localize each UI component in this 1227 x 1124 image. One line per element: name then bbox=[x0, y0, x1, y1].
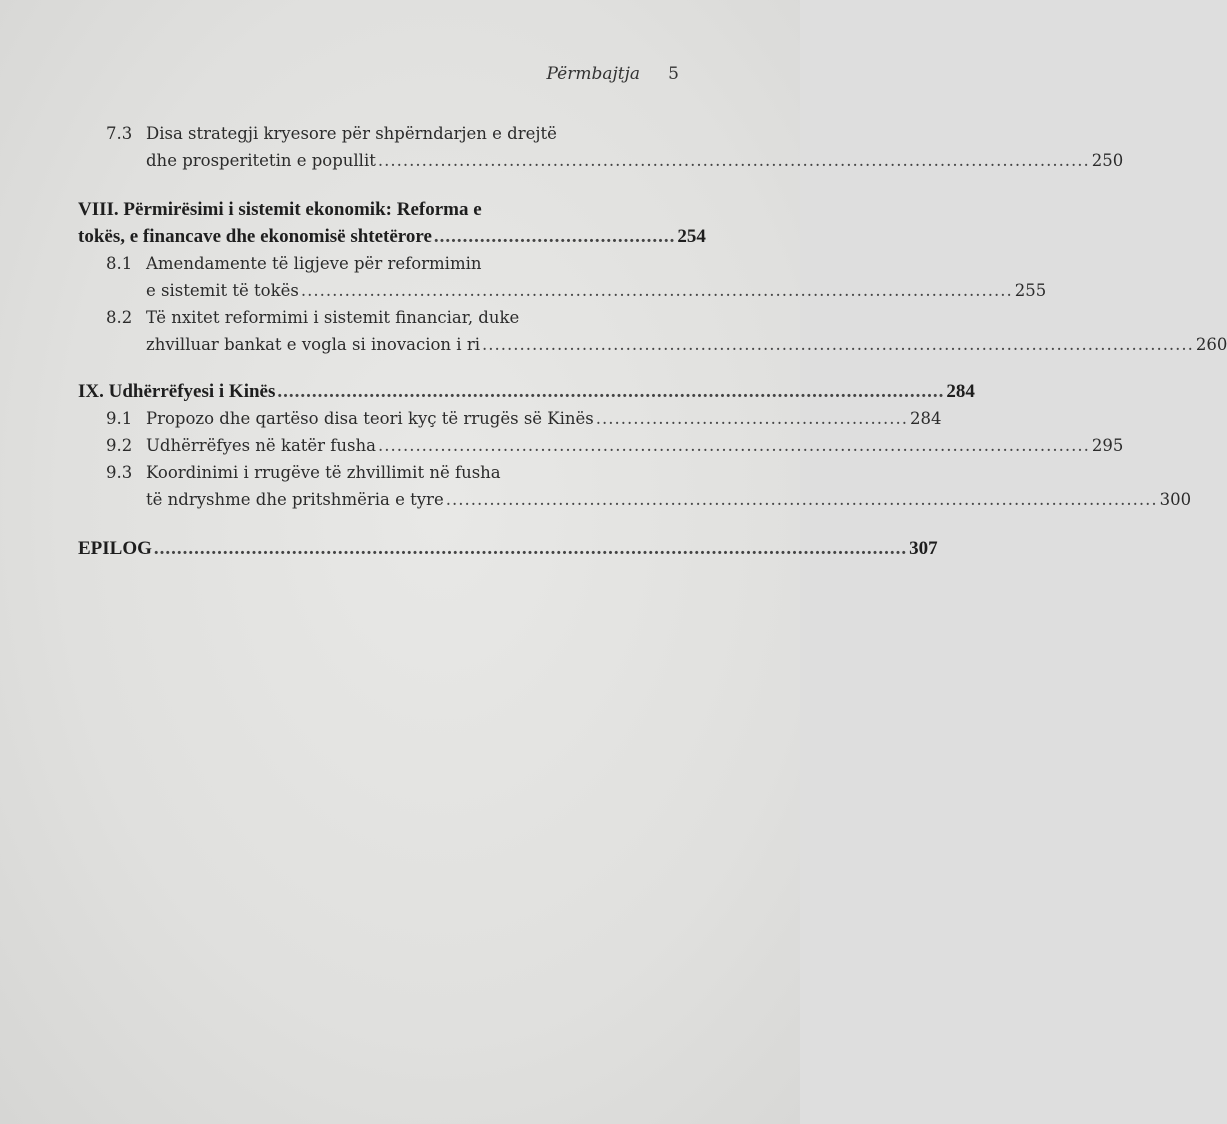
dot-leader: .......................................... bbox=[433, 226, 676, 247]
section-title-line1: Amendamente të ligjeve për reformimin bbox=[146, 254, 482, 273]
running-title: Përmbajtja bbox=[546, 64, 640, 84]
table-of-contents bbox=[78, 120, 1227, 562]
section-title-line1: Disa strategji kryesore për shpërndarjen e drejtë bbox=[146, 124, 557, 143]
page-ref: 295 bbox=[1091, 436, 1124, 455]
toc-entry-8-1[interactable] bbox=[78, 250, 1047, 304]
section-number: 9.3 bbox=[106, 463, 133, 482]
chapter-title: IX. Udhërrëfyesi i Kinës bbox=[78, 381, 276, 402]
dot-leader: .................................................................................................................... bbox=[277, 381, 945, 402]
chapter-title-line2: tokës, e financave dhe ekonomisë shtetërore bbox=[78, 226, 432, 247]
toc-entry-7-3[interactable] bbox=[78, 120, 1124, 174]
toc-entry-9-1[interactable] bbox=[78, 405, 942, 432]
epilog-title: EPILOG bbox=[78, 538, 152, 559]
dot-leader: .................................................................................................................. bbox=[377, 151, 1090, 170]
section-title-line2: të ndryshme dhe pritshmëria e tyre bbox=[146, 490, 444, 509]
toc-entry-8-2[interactable] bbox=[78, 304, 1227, 358]
chapter-title-line1: VIII. Përmirësimi i sistemit ekonomik: Reforma e bbox=[78, 199, 482, 220]
dot-leader: .................................................. bbox=[595, 409, 909, 428]
section-number: 8.2 bbox=[106, 308, 133, 327]
page-ref: 260 bbox=[1195, 335, 1227, 354]
section-title: Propozo dhe qartëso disa teori kyç të rrugës së Kinës bbox=[146, 409, 594, 428]
page-ref: 255 bbox=[1014, 281, 1047, 300]
section-title-line1: Të nxitet reformimi i sistemit financiar, duke bbox=[146, 308, 520, 327]
section-title-line1: Koordinimi i rrugëve të zhvillimit në fusha bbox=[146, 463, 501, 482]
page-ref: 284 bbox=[910, 409, 942, 428]
section-title-line2: zhvilluar bankat e vogla si inovacion i ri bbox=[146, 335, 480, 354]
dot-leader: .................................................................................................................. bbox=[445, 490, 1158, 509]
page-ref: 284 bbox=[946, 381, 975, 402]
toc-chapter-8[interactable] bbox=[78, 196, 706, 250]
toc-epilog[interactable] bbox=[78, 535, 938, 562]
section-number: 8.1 bbox=[106, 254, 133, 273]
toc-chapter-9[interactable] bbox=[78, 378, 975, 405]
dot-leader: ................................................................................................................................... bbox=[153, 538, 908, 559]
page-number: 5 bbox=[668, 64, 679, 84]
dot-leader: .................................................................................................................. bbox=[377, 436, 1090, 455]
toc-entry-9-2[interactable] bbox=[78, 432, 1124, 459]
section-number: 9.2 bbox=[106, 436, 133, 455]
section-number: 9.1 bbox=[106, 409, 133, 428]
section-title-line2: e sistemit të tokës bbox=[146, 281, 299, 300]
page-ref: 250 bbox=[1091, 151, 1124, 170]
page-ref: 307 bbox=[909, 538, 938, 559]
dot-leader: .................................................................................................................. bbox=[300, 281, 1013, 300]
dot-leader: .................................................................................................................. bbox=[482, 335, 1194, 354]
section-title-line2: dhe prosperitetin e popullit bbox=[146, 151, 376, 170]
toc-entry-9-3[interactable] bbox=[78, 459, 1192, 513]
page-ref: 254 bbox=[677, 226, 706, 247]
section-title: Udhërrëfyes në katër fusha bbox=[146, 436, 376, 455]
page-ref: 300 bbox=[1159, 490, 1192, 509]
section-number: 7.3 bbox=[106, 124, 133, 143]
